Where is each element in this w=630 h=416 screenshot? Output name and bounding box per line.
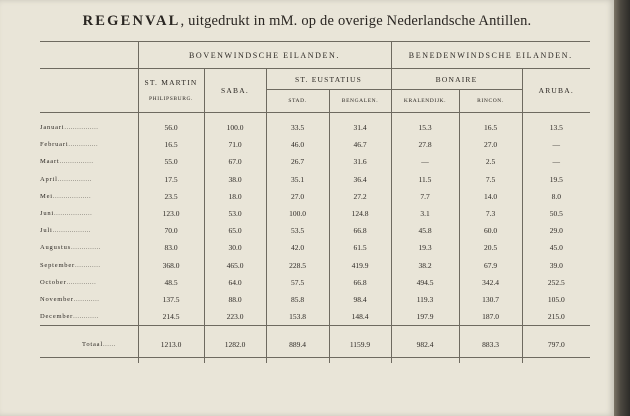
cell-value: 23.5 — [138, 188, 204, 205]
cell-value: 66.8 — [329, 222, 391, 239]
cell-value: 100.0 — [266, 205, 329, 222]
cell-value: 228.5 — [266, 257, 329, 274]
cell-value: 119.3 — [391, 291, 459, 308]
col-saba: SABA. — [204, 69, 266, 113]
cell-value: 31.6 — [329, 153, 391, 170]
table-row — [40, 222, 590, 239]
month-label — [40, 291, 138, 308]
cell-value: 26.7 — [266, 153, 329, 170]
cell-value: 30.0 — [204, 239, 266, 256]
cell-value: 100.0 — [204, 113, 266, 137]
cell-value: 45.0 — [522, 239, 590, 256]
month-name: Juli — [40, 227, 53, 235]
total-value: 883.3 — [459, 326, 522, 364]
table-row — [40, 205, 590, 222]
month-label — [40, 171, 138, 188]
book-spine — [614, 0, 630, 416]
leader-dots: ............ — [75, 261, 101, 269]
month-name: Januari — [40, 124, 65, 132]
bottom-rule — [40, 357, 590, 358]
table-row — [40, 153, 590, 170]
cell-value: 13.5 — [522, 113, 590, 137]
leader-dots: .................. — [52, 227, 91, 235]
col-stad: STAD. — [266, 90, 329, 113]
cell-value: 19.5 — [522, 171, 590, 188]
cell-value: 31.4 — [329, 113, 391, 137]
cell-value: 197.9 — [391, 308, 459, 326]
cell-value: 27.8 — [391, 136, 459, 153]
cell-value: 36.4 — [329, 171, 391, 188]
cell-value: 46.0 — [266, 136, 329, 153]
cell-value: 39.0 — [522, 257, 590, 274]
cell-value: 60.0 — [459, 222, 522, 239]
leader-dots: ............ — [73, 295, 100, 303]
month-label — [40, 308, 138, 326]
month-name: November — [40, 295, 74, 303]
leader-dots: .................. — [52, 192, 92, 200]
cell-value: 70.0 — [138, 222, 204, 239]
leader-dots: .............. — [70, 244, 101, 252]
cell-value: 130.7 — [459, 291, 522, 308]
cell-value: 215.0 — [522, 308, 590, 326]
cell-value: 53.0 — [204, 205, 266, 222]
cell-value: 27.0 — [459, 136, 522, 153]
cell-value: 85.8 — [266, 291, 329, 308]
month-label — [40, 153, 138, 170]
leader-dots: ................ — [64, 124, 99, 132]
cell-value: 88.0 — [204, 291, 266, 308]
cell-value: 45.8 — [391, 222, 459, 239]
table-row — [40, 308, 590, 326]
month-label — [40, 205, 138, 222]
cell-value: 71.0 — [204, 136, 266, 153]
col-bonaire: BONAIRE — [391, 69, 522, 90]
cell-value: 33.5 — [266, 113, 329, 137]
total-value: 1282.0 — [204, 326, 266, 364]
cell-value: 2.5 — [459, 153, 522, 170]
month-label — [40, 188, 138, 205]
col-st-martin — [138, 69, 204, 113]
title-rest: , uitgedrukt in mM. op de overige Nederlandsche Antillen. — [180, 13, 532, 29]
cell-value: 29.0 — [522, 222, 590, 239]
leader-dots: ................ — [57, 175, 92, 183]
cell-value: 53.5 — [266, 222, 329, 239]
leader-dots: ............ — [73, 313, 99, 321]
cell-value: 187.0 — [459, 308, 522, 326]
cell-value: 105.0 — [522, 291, 590, 308]
month-rows — [40, 113, 590, 326]
page-title — [0, 13, 614, 30]
total-value: 797.0 — [522, 326, 590, 364]
cell-value: 7.7 — [391, 188, 459, 205]
cell-value: 98.4 — [329, 291, 391, 308]
cell-value: 56.0 — [138, 113, 204, 137]
cell-value: 252.5 — [522, 274, 590, 291]
cell-value: 123.0 — [138, 205, 204, 222]
month-label — [40, 113, 138, 137]
corner-cell — [40, 42, 138, 69]
title-caps: REGENVAL — [82, 13, 181, 29]
cell-value: 19.3 — [391, 239, 459, 256]
cell-value: 66.8 — [329, 274, 391, 291]
col-bengalen: BENGALEN. — [329, 90, 391, 113]
total-value: 889.4 — [266, 326, 329, 364]
cell-value: 148.4 — [329, 308, 391, 326]
leader-dots: .................. — [54, 210, 93, 218]
cell-value: 153.8 — [266, 308, 329, 326]
rainfall-table — [40, 41, 590, 363]
cell-value: 137.5 — [138, 291, 204, 308]
cell-value: 15.3 — [391, 113, 459, 137]
cell-value: 16.5 — [138, 136, 204, 153]
month-label — [40, 222, 138, 239]
cell-value: 61.5 — [329, 239, 391, 256]
col-kralendijk: KRALENDIJK. — [391, 90, 459, 113]
month-name: Maart — [40, 158, 60, 166]
month-name: April — [40, 175, 58, 183]
cell-value: — — [522, 153, 590, 170]
cell-value: 7.3 — [459, 205, 522, 222]
table-row — [40, 239, 590, 256]
col-st-martin-label: ST. MARTIN — [144, 77, 198, 87]
cell-value: — — [391, 153, 459, 170]
cell-value: 419.9 — [329, 257, 391, 274]
month-label — [40, 274, 138, 291]
month-name: Juni — [40, 210, 55, 218]
col-aruba: ARUBA. — [522, 69, 590, 113]
cell-value: 64.0 — [204, 274, 266, 291]
month-name: Augustus — [40, 244, 71, 252]
cell-value: 223.0 — [204, 308, 266, 326]
cell-value: 65.0 — [204, 222, 266, 239]
cell-value: 20.5 — [459, 239, 522, 256]
cell-value: — — [522, 136, 590, 153]
cell-value: 8.0 — [522, 188, 590, 205]
cell-value: 7.5 — [459, 171, 522, 188]
cell-value: 46.7 — [329, 136, 391, 153]
col-philipsburg-label: PHILIPSBURG. — [148, 95, 194, 102]
month-label — [40, 239, 138, 256]
month-name: December — [40, 313, 74, 321]
cell-value: 57.5 — [266, 274, 329, 291]
cell-value: 342.4 — [459, 274, 522, 291]
cell-value: 67.9 — [459, 257, 522, 274]
total-label: Totaal...... — [82, 341, 116, 349]
leader-dots: .............. — [66, 278, 97, 286]
cell-value: 214.5 — [138, 308, 204, 326]
cell-value: 35.1 — [266, 171, 329, 188]
month-label — [40, 136, 138, 153]
cell-value: 494.5 — [391, 274, 459, 291]
cell-value: 67.0 — [204, 153, 266, 170]
table-row — [40, 257, 590, 274]
table-row — [40, 188, 590, 205]
cell-value: 27.2 — [329, 188, 391, 205]
cell-value: 368.0 — [138, 257, 204, 274]
cell-value: 11.5 — [391, 171, 459, 188]
month-name: Mei — [40, 192, 53, 200]
cell-value: 17.5 — [138, 171, 204, 188]
cell-value: 14.0 — [459, 188, 522, 205]
cell-value: 83.0 — [138, 239, 204, 256]
cell-value: 55.0 — [138, 153, 204, 170]
col-rincon: RINCON. — [459, 90, 522, 113]
total-value: 1159.9 — [329, 326, 391, 364]
group-bovenwindsche: BOVENWINDSCHE EILANDEN. — [138, 42, 391, 69]
col-st-eustatius: ST. EUSTATIUS — [266, 69, 391, 90]
leader-dots: .............. — [68, 141, 99, 149]
month-name: October — [40, 278, 67, 286]
cell-value: 16.5 — [459, 113, 522, 137]
table-row — [40, 291, 590, 308]
cell-value: 124.8 — [329, 205, 391, 222]
table-row — [40, 136, 590, 153]
cell-value: 3.1 — [391, 205, 459, 222]
cell-value: 42.0 — [266, 239, 329, 256]
cell-value: 48.5 — [138, 274, 204, 291]
month-name: September — [40, 261, 75, 269]
total-value: 1213.0 — [138, 326, 204, 364]
group-benedenwindsche: BENEDENWINDSCHE EILANDEN. — [391, 42, 590, 69]
table-row — [40, 113, 590, 137]
month-name: Februari — [40, 141, 69, 149]
cell-value: 50.5 — [522, 205, 590, 222]
table-row — [40, 171, 590, 188]
month-label — [40, 257, 138, 274]
total-value: 982.4 — [391, 326, 459, 364]
table-row — [40, 274, 590, 291]
leader-dots: ................ — [59, 158, 94, 166]
cell-value: 27.0 — [266, 188, 329, 205]
cell-value: 18.0 — [204, 188, 266, 205]
cell-value: 38.0 — [204, 171, 266, 188]
cell-value: 465.0 — [204, 257, 266, 274]
cell-value: 38.2 — [391, 257, 459, 274]
